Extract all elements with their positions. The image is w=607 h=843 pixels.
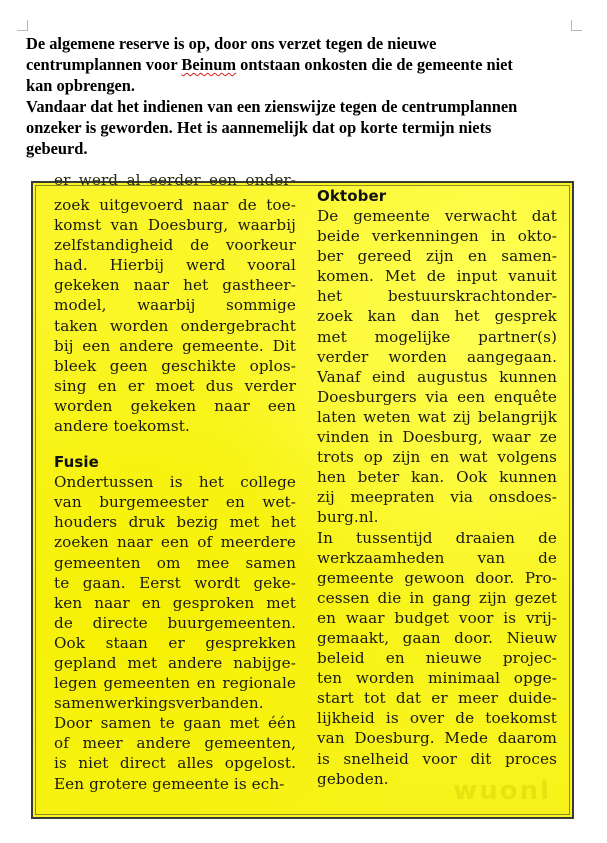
newspaper-clipping-image[interactable]: [31, 171, 574, 819]
right-line-14: hen beter kan. Ook kunnen: [317, 468, 557, 487]
paragraph-1-line-1: De algemene reserve is op, door ons verzet tegen de nieuwe: [26, 34, 437, 53]
left-b-line-14: of meer andere gemeenten,: [54, 734, 296, 753]
paragraph-1-line-2b: ontstaan onkosten die de gemeente niet: [236, 55, 513, 74]
right-line-9: Vanaf eind augustus kunnen: [317, 367, 557, 386]
left-b-line-3: houders druk bezig met het: [54, 513, 296, 532]
heading-fusie: Fusie: [54, 453, 99, 472]
left-b-line-15: is niet direct alles opgelost.: [54, 754, 296, 773]
right-line-7: met mogelijke partner(s): [317, 327, 557, 346]
right-line-22: gemaakt, gaan door. Nieuw: [317, 628, 557, 647]
right-line-10: Doesburgers via een enquête: [317, 387, 557, 406]
clipping-right-column: [317, 186, 557, 814]
left-a-line-12: andere toekomst.: [54, 417, 190, 436]
right-line-19: gemeente gewoon door. Pro-: [317, 568, 557, 587]
left-b-line-13: Door samen te gaan met één: [54, 714, 296, 733]
right-line-5: het bestuurskrachtonder-: [317, 287, 557, 306]
right-line-23: beleid en nieuwe projec-: [317, 649, 557, 668]
left-a-line-8: bij een andere gemeente. Dit: [54, 336, 296, 355]
right-column-text: [317, 206, 557, 789]
right-line-13: trots op zijn en wat volgens: [317, 448, 557, 467]
right-line-29: geboden.: [317, 769, 389, 788]
right-line-2: beide verkenningen in okto-: [317, 227, 557, 246]
right-line-28: is snelheid voor dit proces: [317, 749, 557, 768]
paragraph-2: [26, 96, 581, 159]
right-line-25: start tot dat er meer duide-: [317, 689, 557, 708]
paragraph-2-line-2: onzeker is geworden. Het is aannemelijk dat op korte termijn niets: [26, 118, 492, 137]
left-a-line-9: bleek geen geschikte oplos-: [54, 356, 296, 375]
right-line-8: verder worden aangegaan.: [317, 347, 557, 366]
left-b-line-12: samenwerkingsverbanden.: [54, 694, 264, 713]
right-line-11: laten weten wat zij belangrijk: [317, 407, 557, 426]
watermark-logo: wuonl: [453, 776, 551, 806]
left-column-paragraph-2: [54, 472, 296, 794]
paragraph-2-line-3: gebeurd.: [26, 139, 88, 158]
left-b-line-8: de directe buurgemeenten.: [54, 613, 296, 632]
left-a-line-5: gekeken naar het gastheer-: [54, 276, 296, 295]
left-a-line-3: zelfstandigheid de voorkeur: [54, 236, 296, 255]
right-line-15: zij meepraten via onsdoes-: [317, 488, 557, 507]
right-line-17: In tussentijd draaien de: [317, 528, 557, 547]
page-corner-mark-top-left: [17, 20, 28, 31]
left-a-line-7: taken worden ondergebracht: [54, 316, 296, 335]
left-a-line-11: worden gekeken naar een: [54, 396, 296, 415]
paragraph-1: [26, 33, 581, 96]
left-b-line-7: ken naar en gesproken met: [54, 593, 296, 612]
right-line-18: werkzaamheden van de: [317, 548, 557, 567]
left-b-line-1: Ondertussen is het college: [54, 473, 296, 492]
left-b-line-2: van burgemeester en wet-: [54, 493, 296, 512]
right-line-27: van Doesburg. Mede daarom: [317, 729, 557, 748]
left-a-line-2: komst van Doesburg, waarbij: [54, 216, 296, 235]
heading-oktober: Oktober: [317, 187, 387, 205]
right-line-20: cessen die in gang zijn gezet: [317, 588, 557, 607]
clipping-cut-line: er werd al eerder een onder-: [54, 171, 296, 189]
left-b-line-11: legen gemeenten en regionale: [54, 674, 296, 693]
paragraph-2-line-1: Vandaar dat het indienen van een zienswijze tegen de centrumplannen: [26, 97, 518, 116]
right-line-16: burg.nl.: [317, 508, 379, 527]
page-corner-mark-top-right: [571, 20, 582, 31]
left-b-line-6: te gaan. Eerst wordt geke-: [54, 573, 296, 592]
left-a-line-1: zoek uitgevoerd naar de toe-: [54, 196, 296, 214]
clipping-left-column: [54, 171, 296, 814]
document-text[interactable]: [26, 33, 581, 159]
left-a-line-10: sing en er moet dus verder: [54, 376, 296, 395]
left-a-line-6: model, waarbij sommige: [54, 296, 296, 315]
left-a-line-4: had. Hierbij werd vooral: [54, 256, 296, 275]
clipping-inner-frame: [35, 171, 570, 815]
right-line-4: komen. Met de input vanuit: [317, 267, 557, 286]
right-line-24: ten worden minimaal opge-: [317, 669, 557, 688]
right-line-21: en waar budget voor is vrij-: [317, 608, 557, 627]
right-line-3: ber gereed zijn en samen-: [317, 247, 557, 266]
left-column-paragraph-1: [54, 195, 296, 436]
right-line-12: vinden in Doesburg, waar ze: [317, 428, 557, 447]
left-b-line-10: gepland met andere nabijge-: [54, 653, 296, 672]
spellcheck-word[interactable]: Beinum: [181, 55, 237, 74]
left-b-line-5: gemeenten om mee samen: [54, 553, 296, 572]
paragraph-1-line-2a: centrumplannen voor: [26, 55, 182, 74]
right-line-1: De gemeente verwacht dat: [317, 207, 557, 225]
left-b-line-9: Ook staan er gesprekken: [54, 633, 296, 652]
right-line-26: lijkheid is over de toekomst: [317, 709, 557, 728]
left-b-line-16: Een grotere gemeente is ech-: [54, 774, 285, 793]
right-line-6: zoek kan dan het gesprek: [317, 307, 557, 326]
paragraph-1-line-3: kan opbrengen.: [26, 76, 136, 95]
left-b-line-4: zoeken naar een of meerdere: [54, 533, 296, 552]
